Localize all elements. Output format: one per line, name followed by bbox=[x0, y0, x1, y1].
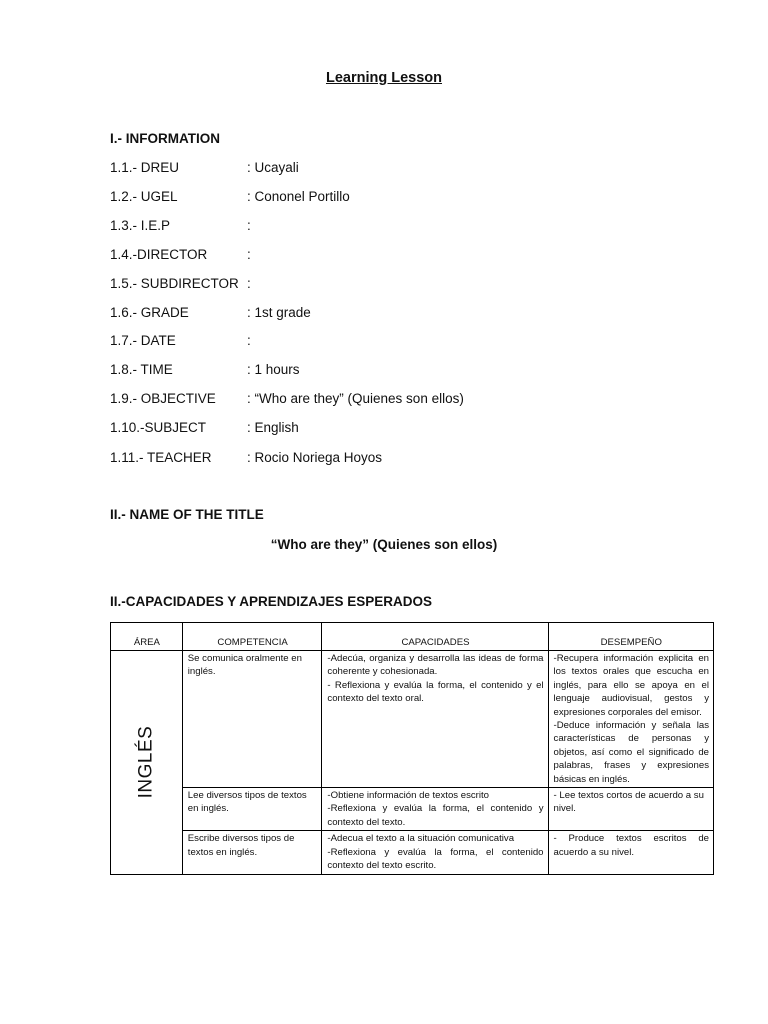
info-label: 1.3.- I.E.P bbox=[110, 218, 171, 233]
desempeno-item: - Produce textos escritos de acuerdo a su nivel. bbox=[553, 833, 709, 858]
info-row bbox=[110, 218, 670, 236]
info-row bbox=[110, 391, 670, 409]
info-row bbox=[110, 305, 670, 323]
info-value: : Rocio Noriega Hoyos bbox=[247, 450, 383, 465]
table-row bbox=[111, 831, 714, 874]
info-label: 1.6.- GRADE bbox=[110, 305, 189, 320]
info-label: 1.2.- UGEL bbox=[110, 189, 178, 204]
info-row bbox=[110, 247, 670, 265]
info-label: 1.1.- DREU bbox=[110, 160, 180, 175]
desempeno-cell bbox=[548, 831, 713, 874]
info-value: : “Who are they” (Quienes son ellos) bbox=[247, 391, 464, 406]
table-row bbox=[111, 788, 714, 831]
desempeno-cell bbox=[548, 651, 713, 788]
lesson-title: “Who are they” (Quienes son ellos) bbox=[270, 537, 498, 552]
info-label: 1.11.- TEACHER bbox=[110, 450, 212, 465]
info-label: 1.9.- OBJECTIVE bbox=[110, 391, 216, 406]
desempeno-item: -Recupera información explicita en los textos orales que escucha en inglés, para ello se apoya en el lenguaje audiovisual, gestos y expresiones corporales del emisor. bbox=[553, 653, 709, 718]
desempeno-item: - Lee textos cortos de acuerdo a su nivel. bbox=[553, 790, 704, 815]
info-row bbox=[110, 420, 670, 438]
competencia-cell: Se comunica oralmente en inglés. bbox=[182, 651, 322, 788]
info-row bbox=[110, 362, 670, 380]
info-value: : 1st grade bbox=[247, 305, 311, 320]
capacidad-item: -Obtiene información de textos escrito bbox=[327, 790, 489, 802]
desempeno-cell bbox=[548, 788, 713, 831]
info-value: : Ucayali bbox=[247, 160, 299, 175]
info-label: 1.4.-DIRECTOR bbox=[110, 247, 208, 262]
table-header-row bbox=[111, 623, 714, 651]
capacidad-item: -Adecua el texto a la situación comunicativa bbox=[327, 833, 515, 845]
info-row bbox=[110, 450, 670, 468]
capacidad-item: -Reflexiona y evalúa la forma, el contenido contexto del texto escrito. bbox=[327, 846, 544, 872]
info-value: : bbox=[247, 218, 251, 233]
capacidad-item: -Adecúa, organiza y desarrolla las ideas de forma coherente y cohesionada. bbox=[327, 653, 544, 678]
table-row bbox=[111, 651, 714, 788]
area-label: INGLÉS bbox=[135, 725, 157, 799]
info-value: : bbox=[247, 276, 251, 291]
capacidades-cell bbox=[322, 651, 548, 788]
document-title: Learning Lesson bbox=[325, 70, 443, 86]
info-value: : Cononel Portillo bbox=[247, 189, 350, 204]
capacidad-item: -Reflexiona y evalúa la forma, el contenido y contexto del texto. bbox=[327, 803, 544, 828]
info-row bbox=[110, 333, 670, 351]
info-row bbox=[110, 189, 670, 207]
info-value: : 1 hours bbox=[247, 362, 300, 377]
capacidades-cell bbox=[322, 831, 548, 874]
info-label: 1.8.- TIME bbox=[110, 362, 173, 377]
info-row bbox=[110, 276, 670, 294]
competencia-cell: Escribe diversos tipos de textos en inglés. bbox=[182, 831, 322, 874]
header-desempeno: DESEMPEÑO bbox=[548, 623, 713, 651]
desempeno-item: -Deduce información y señala las características de personas y objetos, así como el significado de palabras, frases y expresiones básicas en inglés. bbox=[553, 720, 709, 785]
info-label: 1.10.-SUBJECT bbox=[110, 420, 207, 435]
header-area: ÁREA bbox=[111, 623, 183, 651]
section-heading-capacidades: II.-CAPACIDADES Y APRENDIZAJES ESPERADOS bbox=[110, 594, 433, 609]
section-heading-information: I.- INFORMATION bbox=[110, 131, 220, 146]
capacidades-cell bbox=[322, 788, 548, 831]
info-label: 1.5.- SUBDIRECTOR bbox=[110, 276, 239, 291]
section-heading-name-of-title: II.- NAME OF THE TITLE bbox=[110, 507, 264, 522]
info-label: 1.7.- DATE bbox=[110, 333, 176, 348]
header-competencia: COMPETENCIA bbox=[182, 623, 322, 651]
info-value: : English bbox=[247, 420, 299, 435]
info-value: : bbox=[247, 333, 251, 348]
area-cell bbox=[111, 651, 183, 875]
info-row bbox=[110, 160, 670, 178]
capacidad-item: - Reflexiona y evalúa la forma, el contenido y el contexto del texto oral. bbox=[327, 679, 544, 705]
capacidades-table bbox=[110, 622, 714, 875]
header-capacidades: CAPACIDADES bbox=[322, 623, 548, 651]
info-value: : bbox=[247, 247, 251, 262]
competencia-cell: Lee diversos tipos de textos en inglés. bbox=[182, 788, 322, 831]
